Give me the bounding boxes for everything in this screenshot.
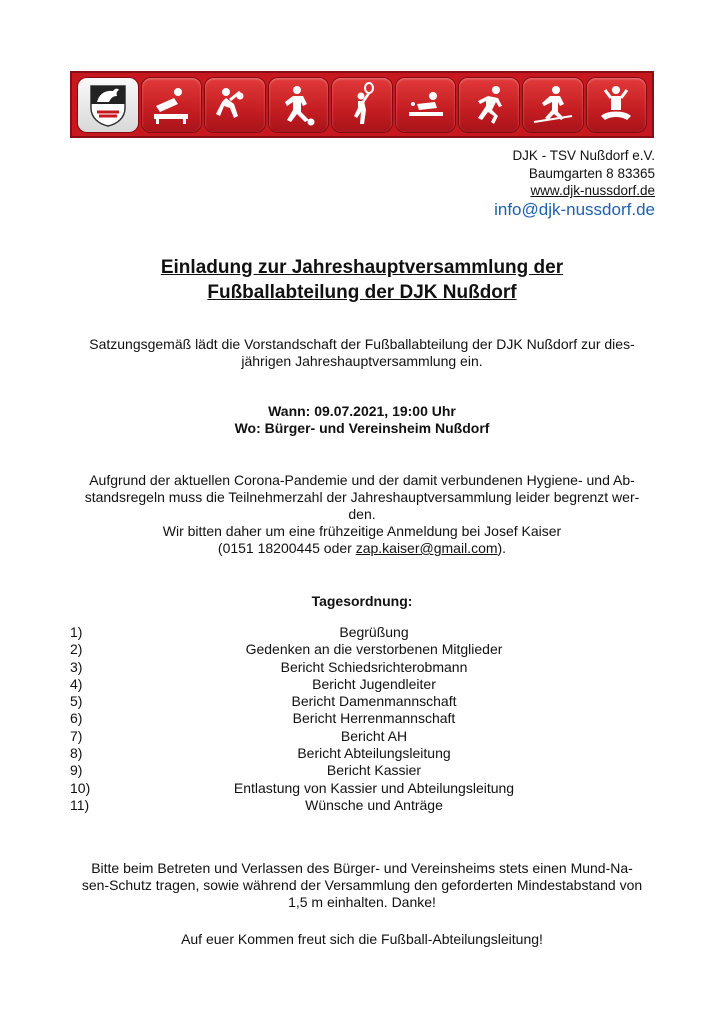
agenda-item-number: 3) bbox=[70, 658, 83, 675]
agenda-item-number: 6) bbox=[70, 710, 83, 727]
agenda-item bbox=[70, 780, 630, 797]
org-name: DJK - TSV Nußdorf e.V. bbox=[512, 148, 655, 163]
agenda-item bbox=[70, 710, 630, 727]
corona-line-1: Aufgrund der aktuellen Corona-Pandemie und der damit verbundenen Hygiene- und Ab- bbox=[89, 472, 635, 488]
corona-line-4: Wir bitten daher um eine frühzeitige Anmeldung bei Josef Kaiser bbox=[162, 523, 562, 539]
contact-email-link[interactable]: zap.kaiser@gmail.com bbox=[355, 540, 498, 556]
agenda-item bbox=[70, 728, 630, 745]
document-title bbox=[0, 255, 724, 305]
agenda-item-number: 7) bbox=[70, 727, 83, 744]
closing-line-2: sen-Schutz tragen, sowie während der Versammlung den geforderten Mindestabstand von bbox=[81, 877, 643, 893]
intro-paragraph bbox=[62, 336, 662, 370]
agenda-item bbox=[70, 693, 630, 710]
badminton-icon bbox=[332, 78, 392, 132]
agenda-item-number: 10) bbox=[70, 779, 91, 796]
gymnastics-icon bbox=[142, 78, 202, 132]
closing-line-3: 1,5 m einhalten. Danke! bbox=[288, 894, 436, 910]
agenda-item-number: 11) bbox=[70, 796, 90, 813]
corona-paragraph bbox=[52, 472, 672, 557]
event-details bbox=[62, 403, 662, 437]
agenda-item-text: Bericht Herrenmannschaft bbox=[292, 710, 456, 727]
agenda-item-number: 2) bbox=[70, 641, 83, 658]
agenda-list bbox=[70, 624, 630, 814]
intro-line-1: Satzungsgemäß lädt die Vorstandschaft der Fußballabteilung der DJK Nußdorf zur dies- bbox=[89, 336, 635, 352]
agenda-item-number: 4) bbox=[70, 675, 83, 692]
corona-line-3: den. bbox=[348, 506, 376, 522]
agenda-item bbox=[70, 624, 630, 641]
contact-closing: ). bbox=[497, 540, 507, 556]
agenda-item bbox=[70, 659, 630, 676]
skiing-icon bbox=[523, 78, 583, 132]
agenda-item-text: Entlastung von Kassier und Abteilungsleitung bbox=[233, 779, 515, 796]
football-icon bbox=[269, 78, 329, 132]
agenda-item-number: 5) bbox=[70, 693, 83, 710]
closing-line-1: Bitte beim Betreten und Verlassen des Bürger- und Vereinsheims stets einen Mund-Na- bbox=[91, 860, 633, 876]
title-line-1: Einladung zur Jahreshauptversammlung der bbox=[160, 257, 564, 278]
corona-line-2: standsregeln muss die Teilnehmerzahl der Jahreshauptversammlung leider begrenzt wer- bbox=[84, 489, 640, 505]
agenda-item bbox=[70, 797, 630, 814]
signoff: Auf euer Kommen freut sich die Fußball-Abteilungsleitung! bbox=[181, 931, 543, 947]
crest-icon bbox=[78, 78, 138, 132]
intro-line-2: jährigen Jahreshauptversammlung ein. bbox=[241, 353, 483, 369]
agenda-item-text: Begrüßung bbox=[339, 624, 409, 640]
volleyball-icon bbox=[205, 78, 265, 132]
agenda-item-text: Bericht Damenmannschaft bbox=[291, 693, 457, 710]
agenda-item-text: Bericht Schiedsrichterobmann bbox=[280, 658, 468, 675]
event-where: Wo: Bürger- und Vereinsheim Nußdorf bbox=[234, 420, 490, 436]
agenda-item-text: Bericht Abteilungsleitung bbox=[297, 745, 451, 762]
agenda-item-text: Bericht Jugendleiter bbox=[312, 675, 436, 692]
agenda-item-text: Gedenken an die verstorbenen Mitglieder bbox=[245, 641, 503, 658]
corona-line-5 bbox=[52, 540, 672, 557]
event-when: Wann: 09.07.2021, 19:00 Uhr bbox=[268, 403, 456, 419]
agenda-item bbox=[70, 745, 630, 762]
agenda-item-number: 1) bbox=[70, 624, 83, 640]
agenda-item-number: 8) bbox=[70, 745, 83, 762]
agenda-item-text: Bericht AH bbox=[340, 727, 408, 744]
agenda-item bbox=[70, 641, 630, 658]
closing-paragraph bbox=[52, 860, 672, 911]
header-banner bbox=[70, 71, 654, 138]
website-link[interactable]: www.djk-nussdorf.de bbox=[530, 183, 655, 198]
running-icon bbox=[459, 78, 519, 132]
title-line-2: Fußballabteilung der DJK Nußdorf bbox=[207, 282, 517, 303]
sender-address bbox=[494, 147, 655, 220]
agenda-item-text: Bericht Kassier bbox=[326, 762, 422, 779]
table-tennis-icon bbox=[396, 78, 456, 132]
agenda-item bbox=[70, 676, 630, 693]
street-address: Baumgarten 8 83365 bbox=[528, 165, 655, 181]
agenda-item-number: 9) bbox=[70, 762, 83, 779]
yoga-icon bbox=[587, 78, 647, 132]
agenda-item-text: Wünsche und Anträge bbox=[305, 796, 443, 813]
email-link[interactable]: info@djk-nussdorf.de bbox=[494, 199, 655, 219]
agenda-item bbox=[70, 762, 630, 779]
phone-text: (0151 18200445 oder bbox=[217, 540, 356, 556]
agenda-heading: Tagesordnung: bbox=[311, 593, 413, 609]
